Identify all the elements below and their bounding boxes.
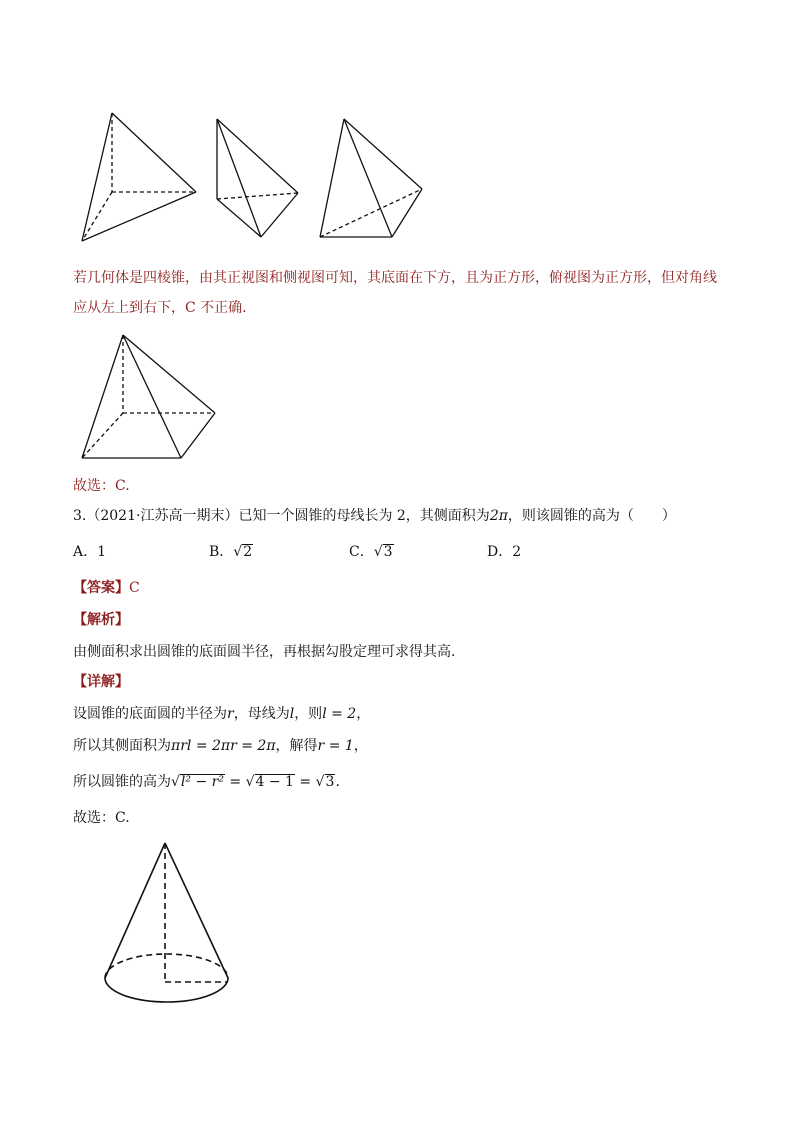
equation: r = 1 <box>317 738 354 754</box>
detail-text: 所以其侧面积为 <box>73 738 171 754</box>
sqrt-sign: √ <box>245 774 255 790</box>
answer-row <box>73 578 140 598</box>
option-c <box>349 542 394 562</box>
analysis-text: 由侧面积求出圆锥的底面圆半径，再根据勾股定理可求得其高. <box>73 644 456 660</box>
explanation-line-1: 若几何体是四棱锥，由其正视图和侧视图可知，其底面在下方，且为正方形，俯视图为正方形，但对角线 <box>73 270 717 286</box>
question-source: （2021·江苏高一期末） <box>86 508 239 524</box>
sqrt-sign: √ <box>233 544 243 560</box>
answer-tag: 【答案】 <box>73 580 129 596</box>
radicand: 3 <box>325 774 335 790</box>
previous-answer-value: C. <box>115 478 130 494</box>
final-answer-label: 故选： <box>73 810 115 826</box>
option-d-letter: D． <box>487 544 513 560</box>
cone-figure <box>100 838 234 1016</box>
detail-text: ， <box>353 738 368 754</box>
square-pyramid-figure <box>78 330 220 462</box>
sqrt-sign: √ <box>315 774 325 790</box>
analysis-tag: 【解析】 <box>73 612 129 628</box>
final-answer-value: C. <box>115 810 130 826</box>
question-text: 已知一个圆锥的母线长为 2，其侧面积为 <box>238 508 490 524</box>
detail-line-3 <box>73 772 340 792</box>
equals: = <box>224 774 246 790</box>
answer-value: C <box>129 580 140 596</box>
tetrahedron-figure-3 <box>314 114 428 244</box>
question-text-tail: ，则该圆锥的高为（ ） <box>507 508 676 524</box>
option-b-value: 2 <box>243 544 253 560</box>
tetrahedron-figure-1 <box>78 108 202 246</box>
question-number: 3. <box>73 508 87 524</box>
detail-text: ，母线为 <box>233 706 290 722</box>
option-b <box>209 542 253 562</box>
sqrt-sign: √ <box>373 544 383 560</box>
option-b-letter: B． <box>209 544 234 560</box>
option-a <box>73 542 106 562</box>
previous-answer-label: 故选： <box>73 478 115 494</box>
period: . <box>335 774 340 790</box>
detail-line-2 <box>73 736 368 756</box>
option-d-value: 2 <box>512 544 522 560</box>
option-a-value: 1 <box>97 544 107 560</box>
slant-symbol: l <box>289 706 295 722</box>
radius-symbol: r <box>227 706 234 722</box>
sqrt-sign: √ <box>171 774 180 790</box>
detail-text: 设圆锥的底面圆的半径为 <box>73 706 227 722</box>
equals: = <box>294 774 316 790</box>
detail-text: 所以圆锥的高为 <box>73 774 171 790</box>
final-answer <box>73 808 130 828</box>
detail-text: ，解得 <box>275 738 318 754</box>
detail-text: ，则 <box>294 706 323 722</box>
previous-answer <box>73 476 130 496</box>
tetrahedron-figure-2 <box>212 114 304 242</box>
detail-tag: 【详解】 <box>73 674 129 690</box>
explanation-line-2: 应从左上到右下，C 不正确. <box>73 300 247 316</box>
question-math: 2π <box>489 508 508 524</box>
equation: πrl = 2πr = 2π <box>171 738 276 754</box>
equation: l = 2 <box>322 706 357 722</box>
option-d <box>487 542 521 562</box>
option-a-letter: A． <box>73 544 98 560</box>
radicand: 4 − 1 <box>255 774 294 790</box>
question-3-stem <box>73 506 676 526</box>
detail-text: ， <box>356 706 371 722</box>
option-c-value: 3 <box>383 544 393 560</box>
option-c-letter: C． <box>349 544 374 560</box>
radicand: l² − r² <box>180 774 224 790</box>
detail-line-1 <box>73 704 370 724</box>
